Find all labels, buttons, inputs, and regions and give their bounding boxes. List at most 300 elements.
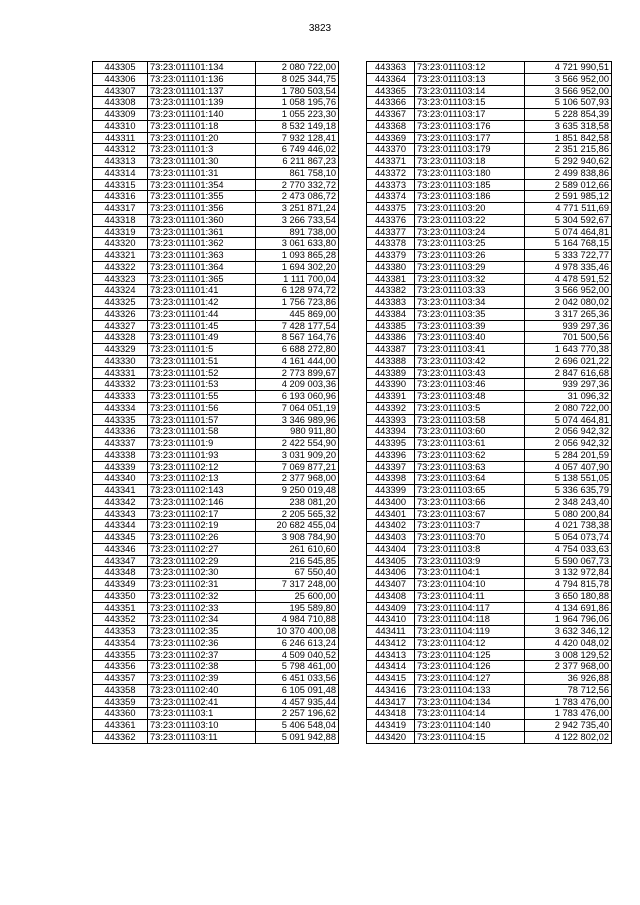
- table-row: [93, 297, 339, 309]
- cadastral-number-cell: 73:23:011103:24: [415, 226, 525, 238]
- cadastral-number-cell: 73:23:011102:39: [148, 673, 256, 685]
- table-row: [93, 261, 339, 273]
- table-row: [367, 367, 612, 379]
- table-row: [93, 567, 339, 579]
- value-cell: 1 783 476,00: [525, 696, 612, 708]
- cadastral-number-cell: 73:23:011104:15: [415, 731, 525, 743]
- cadastral-number-cell: 73:23:011103:8: [415, 543, 525, 555]
- table-row: [367, 344, 612, 356]
- row-number-cell: 443317: [93, 203, 148, 215]
- table-row: [93, 167, 339, 179]
- value-cell: 6 688 272,80: [256, 344, 339, 356]
- value-cell: 701 500,56: [525, 332, 612, 344]
- cadastral-number-cell: 73:23:011103:46: [415, 379, 525, 391]
- cadastral-number-cell: 73:23:011101:364: [148, 261, 256, 273]
- value-cell: 1 756 723,86: [256, 297, 339, 309]
- value-cell: 2 377 968,00: [256, 473, 339, 485]
- row-number-cell: 443407: [367, 579, 415, 591]
- row-number-cell: 443369: [367, 132, 415, 144]
- row-number-cell: 443388: [367, 355, 415, 367]
- table-row: [93, 649, 339, 661]
- value-cell: 3 266 733,54: [256, 214, 339, 226]
- table-row: [367, 320, 612, 332]
- table-row: [93, 438, 339, 450]
- table-row: [367, 626, 612, 638]
- value-cell: 6 451 033,56: [256, 673, 339, 685]
- row-number-cell: 443371: [367, 156, 415, 168]
- value-cell: 1 694 302,20: [256, 261, 339, 273]
- cadastral-number-cell: 73:23:011103:22: [415, 214, 525, 226]
- table-row: [367, 226, 612, 238]
- cadastral-number-cell: 73:23:011101:42: [148, 297, 256, 309]
- table-row: [367, 708, 612, 720]
- value-cell: 3 251 871,24: [256, 203, 339, 215]
- table-row: [367, 109, 612, 121]
- row-number-cell: 443354: [93, 637, 148, 649]
- row-number-cell: 443417: [367, 696, 415, 708]
- row-number-cell: 443316: [93, 191, 148, 203]
- cadastral-number-cell: 73:23:011103:39: [415, 320, 525, 332]
- cadastral-number-cell: 73:23:011103:65: [415, 485, 525, 497]
- value-cell: 2 056 942,32: [525, 438, 612, 450]
- row-number-cell: 443415: [367, 673, 415, 685]
- table-row: [93, 85, 339, 97]
- table-row: [93, 332, 339, 344]
- table-row: [367, 731, 612, 743]
- table-row: [367, 567, 612, 579]
- value-cell: 4 420 048,02: [525, 637, 612, 649]
- table-row: [93, 731, 339, 743]
- table-row: [93, 579, 339, 591]
- row-number-cell: 443348: [93, 567, 148, 579]
- cadastral-number-cell: 73:23:011103:26: [415, 250, 525, 262]
- row-number-cell: 443364: [367, 73, 415, 85]
- cadastral-number-cell: 73:23:011101:5: [148, 344, 256, 356]
- table-row: [93, 320, 339, 332]
- value-cell: 4 122 802,02: [525, 731, 612, 743]
- row-number-cell: 443306: [93, 73, 148, 85]
- row-number-cell: 443410: [367, 614, 415, 626]
- cadastral-number-cell: 73:23:011101:354: [148, 179, 256, 191]
- value-cell: 8 532 149,18: [256, 120, 339, 132]
- value-cell: 3 317 265,36: [525, 308, 612, 320]
- cadastral-number-cell: 73:23:011101:56: [148, 402, 256, 414]
- row-number-cell: 443386: [367, 332, 415, 344]
- table-row: [367, 179, 612, 191]
- value-cell: 4 771 511,69: [525, 203, 612, 215]
- row-number-cell: 443380: [367, 261, 415, 273]
- table-row: [367, 438, 612, 450]
- cadastral-number-cell: 73:23:011103:32: [415, 273, 525, 285]
- row-number-cell: 443368: [367, 120, 415, 132]
- row-number-cell: 443322: [93, 261, 148, 273]
- table-row: [93, 203, 339, 215]
- cadastral-number-cell: 73:23:011104:10: [415, 579, 525, 591]
- cadastral-number-cell: 73:23:011102:36: [148, 637, 256, 649]
- row-number-cell: 443405: [367, 555, 415, 567]
- cadastral-number-cell: 73:23:011103:12: [415, 62, 525, 74]
- cadastral-number-cell: 73:23:011103:176: [415, 120, 525, 132]
- value-cell: 4 754 033,63: [525, 543, 612, 555]
- value-cell: 5 074 464,81: [525, 414, 612, 426]
- row-number-cell: 443393: [367, 414, 415, 426]
- cadastral-number-cell: 73:23:011101:18: [148, 120, 256, 132]
- row-number-cell: 443373: [367, 179, 415, 191]
- value-cell: 2 589 012,66: [525, 179, 612, 191]
- cadastral-number-cell: 73:23:011101:9: [148, 438, 256, 450]
- table-row: [367, 473, 612, 485]
- table-row: [367, 579, 612, 591]
- row-number-cell: 443345: [93, 532, 148, 544]
- cadastral-number-cell: 73:23:011103:66: [415, 496, 525, 508]
- value-cell: 5 164 768,15: [525, 238, 612, 250]
- table-row: [93, 473, 339, 485]
- cadastral-number-cell: 73:23:011103:62: [415, 449, 525, 461]
- value-cell: 78 712,56: [525, 684, 612, 696]
- cadastral-number-cell: 73:23:011101:356: [148, 203, 256, 215]
- table-row: [367, 238, 612, 250]
- row-number-cell: 443366: [367, 97, 415, 109]
- value-cell: 2 377 968,00: [525, 661, 612, 673]
- cadastral-number-cell: 73:23:011101:140: [148, 109, 256, 121]
- table-row: [93, 120, 339, 132]
- table-row: [367, 285, 612, 297]
- cadastral-number-cell: 73:23:011103:1: [148, 708, 256, 720]
- value-cell: 2 422 554,90: [256, 438, 339, 450]
- value-cell: 1 058 195,76: [256, 97, 339, 109]
- row-number-cell: 443331: [93, 367, 148, 379]
- value-cell: 3 031 909,20: [256, 449, 339, 461]
- table-row: [367, 62, 612, 74]
- row-number-cell: 443383: [367, 297, 415, 309]
- row-number-cell: 443374: [367, 191, 415, 203]
- table-row: [367, 297, 612, 309]
- value-cell: 3 566 952,00: [525, 285, 612, 297]
- table-row: [93, 144, 339, 156]
- table-row: [367, 379, 612, 391]
- table-row: [93, 532, 339, 544]
- row-number-cell: 443349: [93, 579, 148, 591]
- row-number-cell: 443411: [367, 626, 415, 638]
- table-row: [367, 414, 612, 426]
- cadastral-number-cell: 73:23:011103:185: [415, 179, 525, 191]
- cadastral-number-cell: 73:23:011102:31: [148, 579, 256, 591]
- table-row: [93, 637, 339, 649]
- cadastral-number-cell: 73:23:011101:49: [148, 332, 256, 344]
- cadastral-number-cell: 73:23:011103:29: [415, 261, 525, 273]
- table-row: [367, 496, 612, 508]
- table-row: [367, 637, 612, 649]
- table-row: [367, 73, 612, 85]
- cadastral-number-cell: 73:23:011103:18: [415, 156, 525, 168]
- row-number-cell: 443398: [367, 473, 415, 485]
- cadastral-number-cell: 73:23:011104:127: [415, 673, 525, 685]
- cadastral-number-cell: 73:23:011103:177: [415, 132, 525, 144]
- value-cell: 2 042 080,02: [525, 297, 612, 309]
- value-cell: 4 509 040,52: [256, 649, 339, 661]
- table-row: [367, 532, 612, 544]
- cadastral-number-cell: 73:23:011103:186: [415, 191, 525, 203]
- cadastral-number-cell: 73:23:011101:355: [148, 191, 256, 203]
- value-cell: 1 964 796,06: [525, 614, 612, 626]
- cadastral-number-cell: 73:23:011104:14: [415, 708, 525, 720]
- table-row: [367, 391, 612, 403]
- table-row: [93, 156, 339, 168]
- table-row: [93, 696, 339, 708]
- row-number-cell: 443352: [93, 614, 148, 626]
- row-number-cell: 443395: [367, 438, 415, 450]
- row-number-cell: 443399: [367, 485, 415, 497]
- cadastral-number-cell: 73:23:011101:363: [148, 250, 256, 262]
- cadastral-number-cell: 73:23:011103:7: [415, 520, 525, 532]
- table-row: [367, 461, 612, 473]
- value-cell: 1 111 700,04: [256, 273, 339, 285]
- table-row: [93, 461, 339, 473]
- table-row: [93, 520, 339, 532]
- value-cell: 2 499 838,86: [525, 167, 612, 179]
- row-number-cell: 443387: [367, 344, 415, 356]
- value-cell: 216 545,85: [256, 555, 339, 567]
- cadastral-number-cell: 73:23:011103:58: [415, 414, 525, 426]
- cadastral-number-cell: 73:23:011101:57: [148, 414, 256, 426]
- value-cell: 3 132 972,84: [525, 567, 612, 579]
- table-row: [93, 426, 339, 438]
- cadastral-number-cell: 73:23:011103:43: [415, 367, 525, 379]
- cadastral-number-cell: 73:23:011103:42: [415, 355, 525, 367]
- row-number-cell: 443391: [367, 391, 415, 403]
- cadastral-number-cell: 73:23:011103:67: [415, 508, 525, 520]
- cadastral-number-cell: 73:23:011101:136: [148, 73, 256, 85]
- table-row: [367, 696, 612, 708]
- row-number-cell: 443314: [93, 167, 148, 179]
- value-cell: 1 055 223,30: [256, 109, 339, 121]
- table-row: [367, 214, 612, 226]
- cadastral-number-cell: 73:23:011103:64: [415, 473, 525, 485]
- value-cell: 4 457 935,44: [256, 696, 339, 708]
- value-cell: 10 370 400,08: [256, 626, 339, 638]
- table-row: [93, 449, 339, 461]
- cadastral-number-cell: 73:23:011102:27: [148, 543, 256, 555]
- table-row: [93, 391, 339, 403]
- table-row: [367, 555, 612, 567]
- value-cell: 5 292 940,62: [525, 156, 612, 168]
- cadastral-table-left: [92, 61, 339, 744]
- cadastral-number-cell: 73:23:011101:93: [148, 449, 256, 461]
- row-number-cell: 443376: [367, 214, 415, 226]
- row-number-cell: 443389: [367, 367, 415, 379]
- row-number-cell: 443334: [93, 402, 148, 414]
- cadastral-number-cell: 73:23:011104:119: [415, 626, 525, 638]
- table-row: [93, 485, 339, 497]
- table-row: [367, 402, 612, 414]
- cadastral-number-cell: 73:23:011102:35: [148, 626, 256, 638]
- table-row: [367, 250, 612, 262]
- cadastral-number-cell: 73:23:011101:45: [148, 320, 256, 332]
- value-cell: 1 851 842,58: [525, 132, 612, 144]
- value-cell: 1 093 865,28: [256, 250, 339, 262]
- cadastral-number-cell: 73:23:011102:19: [148, 520, 256, 532]
- table-row: [367, 167, 612, 179]
- cadastral-number-cell: 73:23:011101:53: [148, 379, 256, 391]
- row-number-cell: 443375: [367, 203, 415, 215]
- table-row: [93, 355, 339, 367]
- table-row: [367, 449, 612, 461]
- cadastral-number-cell: 73:23:011103:9: [415, 555, 525, 567]
- row-number-cell: 443413: [367, 649, 415, 661]
- row-number-cell: 443379: [367, 250, 415, 262]
- cadastral-number-cell: 73:23:011103:48: [415, 391, 525, 403]
- cadastral-number-cell: 73:23:011101:137: [148, 85, 256, 97]
- row-number-cell: 443377: [367, 226, 415, 238]
- row-number-cell: 443419: [367, 720, 415, 732]
- row-number-cell: 443311: [93, 132, 148, 144]
- row-number-cell: 443360: [93, 708, 148, 720]
- value-cell: 2 205 565,32: [256, 508, 339, 520]
- table-row: [367, 355, 612, 367]
- row-number-cell: 443362: [93, 731, 148, 743]
- cadastral-number-cell: 73:23:011104:140: [415, 720, 525, 732]
- value-cell: 6 211 867,23: [256, 156, 339, 168]
- value-cell: 2 351 215,86: [525, 144, 612, 156]
- table-row: [93, 414, 339, 426]
- table-row: [93, 226, 339, 238]
- table-row: [367, 97, 612, 109]
- row-number-cell: 443340: [93, 473, 148, 485]
- value-cell: 2 770 332,72: [256, 179, 339, 191]
- row-number-cell: 443365: [367, 85, 415, 97]
- value-cell: 980 911,80: [256, 426, 339, 438]
- table-row: [93, 109, 339, 121]
- table-row: [93, 379, 339, 391]
- row-number-cell: 443408: [367, 590, 415, 602]
- table-row: [93, 97, 339, 109]
- value-cell: 5 091 942,88: [256, 731, 339, 743]
- cadastral-table-right: [366, 61, 612, 744]
- table-row: [367, 590, 612, 602]
- cadastral-number-cell: 73:23:011103:5: [415, 402, 525, 414]
- value-cell: 6 246 613,24: [256, 637, 339, 649]
- row-number-cell: 443412: [367, 637, 415, 649]
- cadastral-number-cell: 73:23:011101:20: [148, 132, 256, 144]
- cadastral-number-cell: 73:23:011103:33: [415, 285, 525, 297]
- cadastral-number-cell: 73:23:011104:126: [415, 661, 525, 673]
- table-row: [93, 496, 339, 508]
- table-row: [93, 602, 339, 614]
- cadastral-number-cell: 73:23:011103:11: [148, 731, 256, 743]
- cadastral-number-cell: 73:23:011102:12: [148, 461, 256, 473]
- table-row: [367, 132, 612, 144]
- cadastral-number-cell: 73:23:011102:41: [148, 696, 256, 708]
- value-cell: 9 250 019,48: [256, 485, 339, 497]
- value-cell: 67 550,40: [256, 567, 339, 579]
- row-number-cell: 443378: [367, 238, 415, 250]
- value-cell: 5 054 073,74: [525, 532, 612, 544]
- row-number-cell: 443381: [367, 273, 415, 285]
- cadastral-number-cell: 73:23:011103:180: [415, 167, 525, 179]
- value-cell: 5 228 854,39: [525, 109, 612, 121]
- table-row: [367, 485, 612, 497]
- value-cell: 3 566 952,00: [525, 85, 612, 97]
- row-number-cell: 443312: [93, 144, 148, 156]
- value-cell: 4 134 691,86: [525, 602, 612, 614]
- value-cell: 7 069 877,21: [256, 461, 339, 473]
- value-cell: 6 749 446,02: [256, 144, 339, 156]
- row-number-cell: 443355: [93, 649, 148, 661]
- cadastral-number-cell: 73:23:011101:362: [148, 238, 256, 250]
- value-cell: 7 932 128,41: [256, 132, 339, 144]
- cadastral-number-cell: 73:23:011102:13: [148, 473, 256, 485]
- value-cell: 891 738,00: [256, 226, 339, 238]
- cadastral-number-cell: 73:23:011102:17: [148, 508, 256, 520]
- value-cell: 238 081,20: [256, 496, 339, 508]
- row-number-cell: 443350: [93, 590, 148, 602]
- table-row: [367, 614, 612, 626]
- row-number-cell: 443338: [93, 449, 148, 461]
- table-row: [367, 144, 612, 156]
- row-number-cell: 443330: [93, 355, 148, 367]
- row-number-cell: 443351: [93, 602, 148, 614]
- table-row: [93, 555, 339, 567]
- cadastral-number-cell: 73:23:011103:17: [415, 109, 525, 121]
- value-cell: 939 297,36: [525, 379, 612, 391]
- table-row: [367, 273, 612, 285]
- value-cell: 3 635 318,58: [525, 120, 612, 132]
- value-cell: 5 798 461,00: [256, 661, 339, 673]
- value-cell: 5 333 722,77: [525, 250, 612, 262]
- row-number-cell: 443336: [93, 426, 148, 438]
- cadastral-number-cell: 73:23:011103:35: [415, 308, 525, 320]
- row-number-cell: 443409: [367, 602, 415, 614]
- cadastral-number-cell: 73:23:011102:146: [148, 496, 256, 508]
- value-cell: 3 008 129,52: [525, 649, 612, 661]
- cadastral-number-cell: 73:23:011102:143: [148, 485, 256, 497]
- cadastral-number-cell: 73:23:011102:26: [148, 532, 256, 544]
- table-row: [93, 344, 339, 356]
- table-row: [367, 661, 612, 673]
- row-number-cell: 443321: [93, 250, 148, 262]
- value-cell: 36 926,88: [525, 673, 612, 685]
- row-number-cell: 443342: [93, 496, 148, 508]
- row-number-cell: 443358: [93, 684, 148, 696]
- table-row: [93, 273, 339, 285]
- cadastral-number-cell: 73:23:011102:37: [148, 649, 256, 661]
- value-cell: 7 317 248,00: [256, 579, 339, 591]
- value-cell: 5 138 551,05: [525, 473, 612, 485]
- table-row: [93, 614, 339, 626]
- table-row: [367, 649, 612, 661]
- value-cell: 2 056 942,32: [525, 426, 612, 438]
- row-number-cell: 443307: [93, 85, 148, 97]
- value-cell: 939 297,36: [525, 320, 612, 332]
- cadastral-number-cell: 73:23:011103:14: [415, 85, 525, 97]
- row-number-cell: 443315: [93, 179, 148, 191]
- row-number-cell: 443403: [367, 532, 415, 544]
- value-cell: 2 348 243,40: [525, 496, 612, 508]
- cadastral-number-cell: 73:23:011104:134: [415, 696, 525, 708]
- row-number-cell: 443326: [93, 308, 148, 320]
- cadastral-number-cell: 73:23:011101:3: [148, 144, 256, 156]
- table-row: [367, 120, 612, 132]
- row-number-cell: 443332: [93, 379, 148, 391]
- cadastral-number-cell: 73:23:011102:29: [148, 555, 256, 567]
- table-row: [93, 720, 339, 732]
- table-row: [93, 179, 339, 191]
- value-cell: 2 473 086,72: [256, 191, 339, 203]
- row-number-cell: 443339: [93, 461, 148, 473]
- value-cell: 4 209 003,36: [256, 379, 339, 391]
- value-cell: 2 942 735,40: [525, 720, 612, 732]
- row-number-cell: 443343: [93, 508, 148, 520]
